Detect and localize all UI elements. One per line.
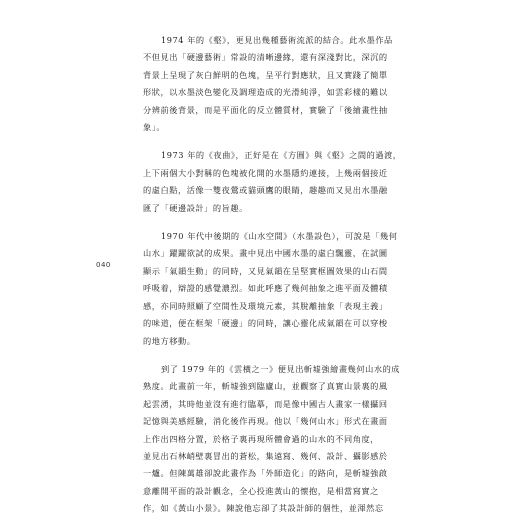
text-line: 象」。 [143, 122, 166, 133]
text-line: 不但見出「硬邊藝術」常設的清晰邊緣，還有深淺對比，深沉的 [143, 52, 388, 63]
paragraph-3 [143, 228, 415, 350]
text-line: 上作出四格分置，於格子裏再現所體會過的山水的不同角度， [143, 433, 379, 444]
body-text-column [143, 32, 415, 529]
text-line: 山水」躍躍欲試的成果。畫中見出中國水墨的虛白飄靈，在試圖 [143, 248, 388, 259]
text-line: 呼吸着，辯證的感覺濃烈。如此呼應了幾何抽象之進平面及體積 [143, 283, 388, 294]
text-line: 一爐。但陳萬雄卻說此畫作為「外師造化」的路向，是斬墟強啟 [143, 468, 388, 479]
text-line: 上下兩個大小對稱的色塊被化開的水墨隱約連接，上幾兩個接近 [143, 167, 388, 178]
text-line: 的地方移動。 [143, 335, 196, 346]
text-line: 的味道，便在框架「硬邊」的同時，讓心靈化成氣韻在可以穿梭 [143, 318, 388, 329]
text-line: 1970 年代中後期的《山水空間》（水墨設色），可說是「幾何 [161, 231, 398, 242]
text-line: 形狀，以水墨淡色變化及調理造成的光滑純淨，如雲彩樣的難以 [143, 87, 388, 98]
text-line: 顯示「氣韻生動」的同時，又見氣韻在呈堅實框圖效果的山石間 [143, 265, 388, 276]
text-line: 記憶與美感經驗，消化後作再現。他以「幾何山水」形式在畫面 [143, 416, 388, 427]
text-line: 1973 年的《夜曲》，正好是在《方圓》與《壑》之間的過渡， [161, 150, 402, 161]
page-number: 040 [96, 261, 111, 269]
text-line: 意離開平面的設計觀念，全心投進黃山的懷抱，是相當寫實之 [143, 485, 379, 496]
paragraph-2 [143, 147, 415, 217]
text-line: 感，亦同時照顧了空間性及環境元素，其脫離抽象「表現主義」 [143, 300, 388, 311]
paragraph-1 [143, 32, 415, 136]
text-line: 起雲湧，其時他並沒有進行臨摹，而是像中國古人畫家一樣攝回 [143, 398, 388, 409]
text-line: 熟度。此畫前一年，斬墟強到臨廬山，並觀察了真實山景裏的風 [143, 381, 388, 392]
text-line: 到了 1979 年的《雲橫之一》便見出斬墟強繪畫幾何山水的成 [161, 363, 401, 374]
text-line: 的虛白點，活像一雙夜鶯或貓頭鷹的眼睛，趣趣而又見出水墨融 [143, 185, 388, 196]
text-line: 作，如《黃山小景》。陳說他忘卻了其設計師的個性，並渾然忘 [143, 503, 384, 514]
text-line: 匯了「硬邊設計」的旨趣。 [143, 202, 248, 213]
text-line: 分辨前後背景，而是平面化的反立體質材，實驗了「後繪畫性抽 [143, 104, 388, 115]
paragraph-4 [143, 361, 415, 518]
text-line: 並見出石林峭壁裏冒出的蒼松，集遠寫、幾何、設計、攝影感於 [143, 450, 388, 461]
text-line: 1974 年的《壑》，更見出幾種藝術流派的結合。此水墨作品 [161, 35, 393, 45]
text-line: 背景上呈現了灰白鮮明的色塊，呈平行對應狀，且又實踐了簡單 [143, 69, 388, 80]
